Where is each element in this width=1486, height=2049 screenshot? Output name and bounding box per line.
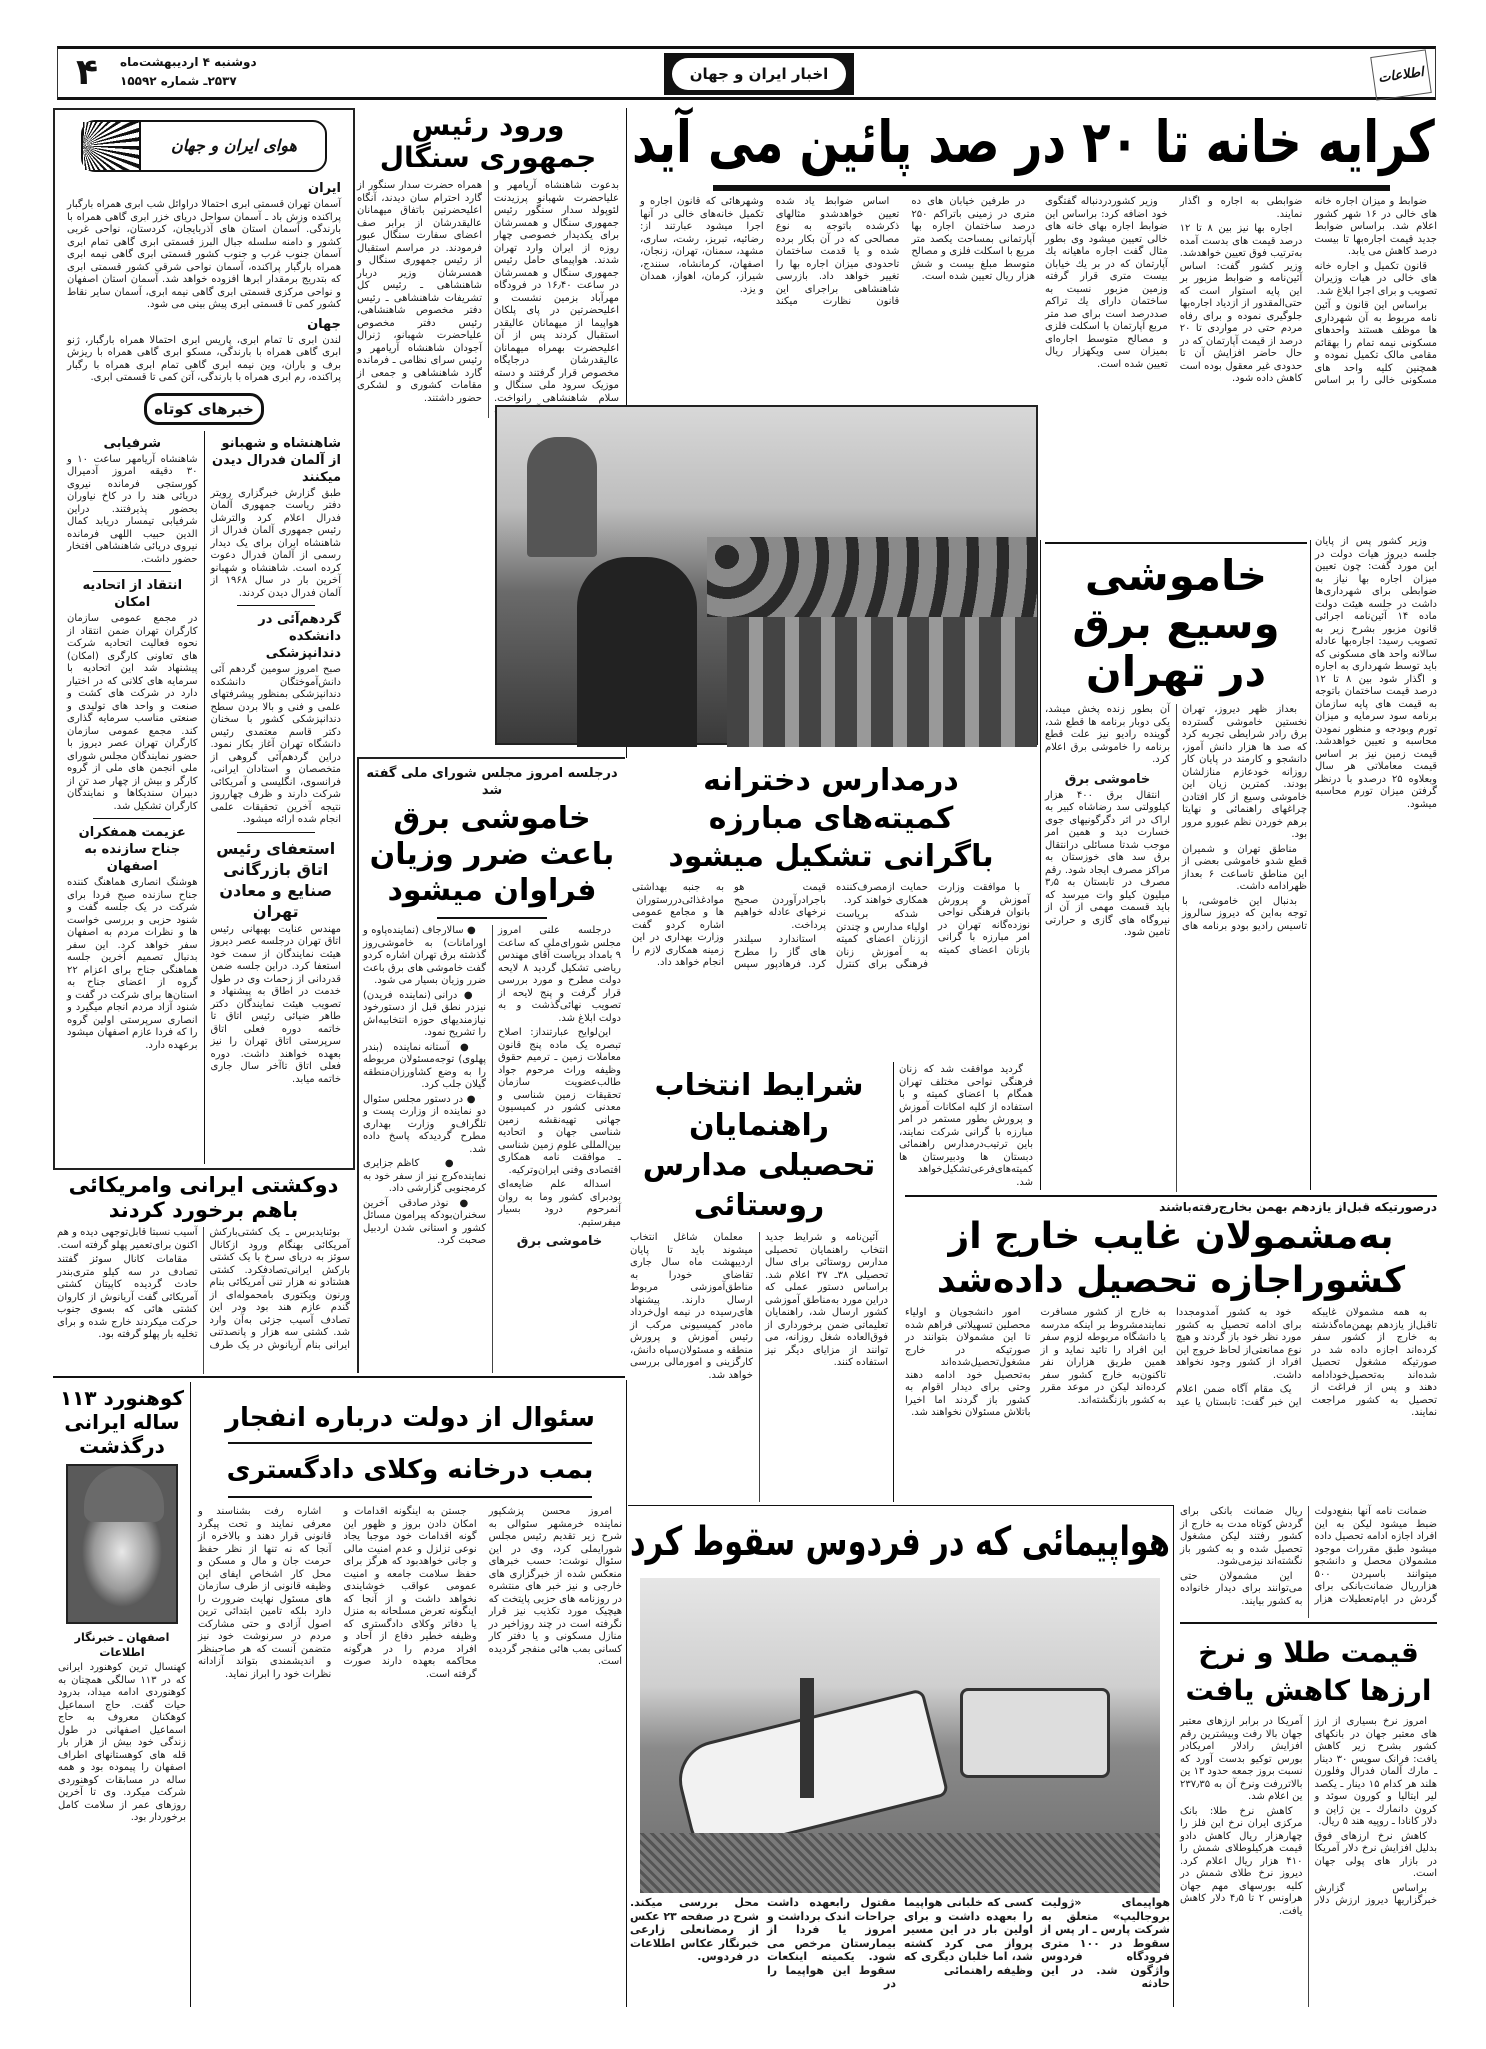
parliament-article [357,757,625,1373]
parliament-headline: خاموشی برق باعث ضرر وزیان فراوان میشود [369,801,615,908]
paragraph: ضمانت نامه آنها بنفع‌دولت ضبط میشود لیکن به این افراد اجازه ادامه تحصیل داده میشود طبق مقررات موجود مشمولان محصل و دانشجو میتوانند باسپردن ۵۰۰ هزارریال ضمانت‌بانکی برای گردش در ایام‌تعطیلات هزار ریال ضمانت بانکی برای گردش کوتاه مدت به خارج از کشور رفتند لیکن مشغول تحصیل شده و به کشور باز نگشته‌اند نیزمی‌شود. [1180,1506,1437,1605]
headline-rule [228,1442,592,1444]
weather-world-heading: جهان [307,316,341,332]
left-news-box [53,108,355,1170]
headline-rule [228,1496,592,1498]
sun-icon [83,122,141,170]
section-title: اخبار ایران و جهان [672,58,846,90]
logo-text: اطلاعات [1377,64,1425,86]
paragraph: بعداز ظهر دیروز، تهران نخستین خاموشی گسترده برق رادر شرایطی تجربه کرد که صد ها هزار دانش آموز، دانشجو و کارمند در پایان کار روزانه خودعازم منازلشان بودند. کمترین زیان این خاموشی وسیع از کار افتادن چراغهای راهنمائی و نهایتا برهم خوردن نظم عبورو مرور بود. [1182,704,1307,840]
paragraph: براساس این قانون و آئین نامه مربوط به آن شهرداری ها موظف هستند واحدهای مسکونی نیمه تمام را بهقائم مقامی مالک تکمیل نموده و همچنین کلیه واحد های مسکونی خالی را بر اساس ضوابطی به اجاره و اگذار نمایند. [1179,196,1437,386]
paragraph: قانون تکمیل و اجاره خانه های خالی در هیات وزیران تصویب و برای اجرا ابلاغ شد. [1314,260,1437,297]
paragraph: گردید موافقت شد که زنان فرهنگی نواحی مختلف تهران همگام با اعضای کمیته و با استفاده از کلیه امکانات آموزش و پرورش بطور مستمر در امر مبارزه با گرانی شرکت نمایند، باین ترتیب‌درمدارس راهنمائی دبستان ها ودبیرستان ها کمیته‌های‌فرعی‌تشکیل‌خواهد شد. [899,1064,1033,1188]
conscripts-text [905,1307,1437,1501]
parliament-text [363,925,621,1373]
rural-article [630,1066,888,1502]
section-rule [53,1376,625,1378]
rent-text-block-right [1045,196,1437,530]
ships-article [57,1173,350,1374]
bullet-item: ● کاظم جزایری نماینده‌کرج نیز از سفر خود به کرمجنوبی گزارشی داد. [363,1158,486,1194]
mountaineer-portrait-photo [66,1464,178,1624]
paragraph: درجلسه علنی امروز مجلس شورای‌ملی که ساعت ۹ بامداد بریاست آقای مهندس ریاضی تشکیل گردید ۸ لایحه دولت مطرح و مورد بررسی قرار گرفت و پنج لایحه از تصویب نهائی‌گذشت و به دولت ابلاغ شد. [498,925,622,1024]
paragraph: مقامات کانال سوئز گفتند تصادف در سه کیلو متری‌بندر حادث گردیده کاپیتان کشتی آمریکائی گفت آریانوش از کاروان کشتی هائی که بسوی جنوب حرکت میکردند خارج شده و برای تخلیه بار پهلو گرفته بود. [57,1254,198,1340]
weather-iran-heading: ایران [308,181,341,196]
short-news-headline: گردهم‌آئی در دانشکده دندانپزشکی [258,612,341,661]
short-news-headline: عزیمت همفکران جناح سازنده به اصفهان [78,825,186,874]
caption-segment: محل بررسی میکند. شرح در صفحه ۲۳ عکس از رمضانعلی زارعی خبرنگار عکاس اطلاعات در فردوس. [630,1896,759,1963]
masthead [57,46,1436,100]
girls-schools-text [632,882,1030,1060]
senegal-text: بدعوت شاهنشاه آریامهر و علیاحضرت شهبانو پرزیدنت لئوپولد سدار سنگور رئیس جمهوری سنگال و همسرشان برای یکدیدار خصوصی چهار روزه از ایران وارد تهران شدند. هواپیمای حامل رئیس جمهوری سنگال و همسرشان در ساعت ۱۶٫۴۰ در فرودگاه مهرآباد بزمین نشست و اعلیحضرتین در پای پلکان هواپیما از میهمانان عالیقدر استقبال کردند پس از آن اعلیحضرت بهمراه میهمانان عالیقدرشان درجایگاه مخصوص قرار گرفتند و دسته موزیک سرود ملی سنگال و سلام شاهنشاهی رانواخت. همراه حضرت سدار سنگور از گارد احترام سان دیدند، آنگاه اعلیحضرتین باتفاق میهمانان عالیقدرشان از برابر صف اعضای سفارت سنگال عبور فرمودند. در مراسم استقبال از رئیس جمهوری سنگال و همسرشان وزیر دربار شاهنشاهی ـ رئیس کل تشریفات شاهنشاهی ـ رئیس دفتر مخصوص شاهنشاهی، رئیس دفتر مخصوص علیاحضرت شهبانو، ژنرال آجودان شاهنشاه آریامهر و رئیس سرای نظامی ـ فرمانده گارد شاهنشاهی و جمعی از مقامات کشوری و لشکری حضور داشتند. [357,180,619,404]
paragraph: کاهش نرخ ارزهای فوق بدلیل افزایش نرخ دلار آمریکا در بازار های پولی جهان است. [1314,1830,1437,1879]
paragraph: اجاره بها نیز بین ۸ تا ۱۲ درصد قیمت های بدست آمده به‌ترتیب فوق تعیین خواهدشد. وزیر کشور گفت: اساس آئین‌نامه و ضوابط مزبور بر این پایه استوار است که حتی‌المقدور از ازدیاد اجاره‌بها جلوگیری نموده و برای رفاه مردم حتی در مواردی تا ۲۰ درصد از قیمت آپارتمان که در حال حاضر افزایش آن تا حدودی غیر معقول بوده است کاهش داده شود. [1179,223,1303,384]
section-rule [905,1195,1437,1197]
paragraph: معلمان شاغل انتخاب میشوند باید تا پایان اردیبهشت ماه سال جاری تقاضای خودرا به مناطق‌آموزشی مربوط ارسال دارند. پیشنهاد های‌رسیده در نیمه اول‌خرداد ماه‌در کمیسیونی مرکب از رئیس آموزش و پرورش منطقه و مسئولان‌سپاه دانش، کارگزینی و امورمالی بررسی خواهد شد. [630,1232,753,1381]
weather-text [67,176,341,385]
column-divider [1173,1505,1174,2007]
parliament-subheading: خاموشی برق [516,1234,603,1249]
paragraph: ضوابط و میزان اجاره خانه های خالی در ۱۶ شهر کشور اعلام شد. براساس ضوابط جدید قیمت اجاره‌بها تا بیست درصد کاهش می یابد. [1314,196,1437,257]
gold-article [1180,1622,1437,2007]
conscripts-kicker: درصورتیکه قبل‌از یازدهم بهمن بخارج‌رفته‌باشند [1159,1200,1437,1214]
blackout-subheading: خاموشی برق [1064,771,1151,787]
column-divider [893,1062,894,1502]
girls-schools-text-continued [899,1064,1033,1192]
rent-text-block-left [640,196,1035,400]
mountaineer-headline: کوهنورد ۱۱۳ ساله ایرانی درگذشت [59,1386,185,1458]
mountaineer-text: کهنسال ترین کوهنورد ایرانی که در ۱۱۳ سالگی همچنان به کوهنوردی ادامه میداد، بدرود حیات گفت. حاج اسماعیل کوهکنان معروف به حاج اسماعیل اصفهانی در طول زندگی خود بیش از هزار بار قله های کوهستانهای اطراف اصفهان را پیموده بود و همه ساله در مسابقات کوهنوردی شرکت میکرد. وی تا آخرین روزهای عمر از سلامت کامل برخوردار بود. [58,1662,186,1823]
issue-line: ۲۵۳۷ـ شماره ۱۵۵۹۲ [120,74,237,88]
caption-segment: هواپیمای «ژولیت بروجالیپ» متعلق به شرکت پارس ـ ار پس از سقوط در ۱۰۰ متری فرودگاه فردوس واژگون شد. در این حادثه [1041,1896,1170,1990]
meeting-photo [495,405,1038,745]
short-news-columns [67,431,341,1165]
column-divider [1040,540,1041,1190]
paragraph: شدکه بریاست اولیاء مدارس و چندتن اززنان اعضای کمیته به آموزش زنان فرهنگی برای کنترل قیمت هو باجرادرآوردن صحیح نرخهای عادله خواهیم پرداخت. [734,882,928,970]
blackout-headline: خاموشی وسیع برق در تهران [1072,551,1280,696]
paragraph: مناطق تهران و شمیران قطع شدو خاموشی بعضی از این مناطق تاساعت ۶ بعداز ظهرادامه داشت. [1182,843,1307,892]
bomb-headline-2-line [198,1446,622,1494]
section-rule [628,1505,1173,1506]
paragraph: وزیر کشوردردنباله گفتگوی خود اضافه کرد: براساس این ضوابط اجاره بهای خانه های خالی تعیین میشود وی بطور مثال گفت اجاره ماهیانه یك آپارتمان که در بر یك خیابان بیست متری قرار گرفته وزمین مزبور نسبت به ساختمان دارای یك تراکم صددرصد است برای صد متر مربع آپارتمان با اسکلت فلزی و مصالح متوسط اجاره‌ای بمیزان سی ویکهزار ریال تعیین شده است. [1045,196,1168,370]
paragraph: در طرفین خیابان های ده متری در زمینی باتراکم ۲۵۰ درصد ساختمان اجاره بها آپارتمانی بمساحت یکصد متر مربع با اسکلت فلزی و مصالح متوسط مبلغ بیست و شش هزار ریال تعیین شده است. [911,196,1035,282]
paragraph: این‌لوایح عبارتنداز: اصلاح تبصره یک ماده پنج قانون معاملات زمین ـ ترمیم حقوق وظیفه وراث مرحوم جواد طالب‌عضویت سازمان تحقیقات زمین شناسی و معدنی کشور در کمیسیون جهانی تهیه‌نقشه زمین شناسی جهان و اتحادیه بین‌المللی علوم زمین شناسی ـ موافقت نامه همکاری اقتصادی وفنی ایران‌وترکیه. [498,1027,621,1176]
rent-headline-line [632,106,1435,180]
short-news-title-box: خبرهای کوتاه [144,393,264,425]
bomb-headline-1-line [198,1396,622,1440]
weather-title-box [81,120,327,172]
rent-headline: کرایه خانه تا ۲۰ در صد پائین می آید [632,108,1435,176]
bullet-item: ● درانی (نماینده فریدن) نیزدر نطق قبل از دستورخود نیازمندیهای حوزه انتخابیه‌اش را تشریح نمود. [363,989,486,1038]
rent-text-continued [1315,536,1437,1191]
bomb-article [198,1396,622,2007]
weather-title: هوای ایران و جهان [171,136,297,155]
bullet-item: ● سالارجاف (نماینده‌پاوه و اورامانات) به خاموشی‌روز گذشته برق تهران اشاره کردو گفت خاموشی های برق باعث ضرر وزیان بسیار می شود. [363,925,486,986]
column-divider [190,1382,191,2007]
bullet-item: ● نوذر صادقی آخرین سخنران‌بودکه پیرامون مسائل کشور و استانی شدن اردبیل صحبت کرد. [363,1197,486,1246]
divider [93,818,171,819]
paragraph: امور دانشجویان و اولیاء محصلین تسهیلاتی فراهم شده تا این مشمولان بتوانند در صورتیکه در خارج مشغول‌تحصیل‌شده‌اند به‌تحصیل خود ادامه دهند وحتی برای دیدار اقوام به کشور باز گردند اما اخیرا باتلاش مسئولان نخواهند شد. [905,1307,1031,1418]
paragraph: امروز نرخ بسیاری از ارز های معتبر جهان در بانکهای کشور بشرح زیر کاهش یافت: فرانک سویس ۳۰ دینار ـ مارك آلمان فدرال وفلورن هلند هر کدام ۱۵ دینار ـ یکصد لیر ایتالیا و کورون سوئد و کرون دانمارك ـ ین ژاپن و دلار کانادا ـ روپیه هند ۵ ریال. [1314,1716,1437,1827]
paragraph: یک مقام آگاه ضمن اعلام این خبر گفت: تابستان یا عید به خارج از کشور مسافرت نمایندمشروط بر اینکه مدرسه یا دانشگاه مربوطه لزوم سفر این افراد را تائید نماید و از همین طریق هزاران نفر تاکنون‌به خارج کشور سفر کرده‌اند لیکن در موعد مقرر به کشور بازنگشته‌اند. [1040,1307,1302,1408]
paragraph: اسداله علم ضایعه‌ای بودبرای کشور وما به روان آنمرحوم درود بسیار میفرستیم. [498,1179,621,1228]
divider [237,832,315,833]
paragraph: کاهش نرخ طلا: بانک مرکزی ایران نرخ این فلز را چهارهزار ریال کاهش دادو قیمت هرکیلوطلای شمش را ۴۱۰ هزار ریال اعلام کرد. دیروز نرخ طلای شمش در کلیه بورسهای مهم جهان هراونس ۲ تا ۴٫۵ دلار کاهش یافت. [1180,1805,1303,1917]
divider [437,917,547,919]
parliament-kicker: درجلسه امروز مجلس شورای ملی گفته شد [366,766,618,798]
short-news-headline: شرفیابی [103,435,162,451]
blackout-text [1045,704,1307,1192]
paragraph: بدنبال این خاموشی، با توجه به‌این که دیروز سالروز تاسیس رادیو بودو برنامه های آن بطور زنده پخش میشد، یکی دوبار برنامه ها قطع شد، گوینده رادیو نیز علت قطع برنامه را خاموشی برق اعلام کرد. [1045,704,1307,932]
ships-text [57,1227,350,1374]
weather-world-text: لندن ابری تا تمام ابری، پاریس ابری احتمالا همراه بارگبار، ژنو ابری گاهی همراه با بارندگی، مسکو ابری گاهی همراه با ریزش برف و باران، وین نیمه ابری گاهی تمام ابری همراه با رگبار پراکنده، رم ابری همراه با بارندگی، آتن کمی تا قسمتی ابری. [67,334,341,383]
bomb-headline-1: سئوال از دولت درباره انفجار [225,1403,595,1433]
plane-crash-photo [640,1578,1160,1888]
plane-headline: هواپیمائی که در فردوس سقوط کرد [629,1519,1170,1565]
gold-text [1180,1716,1437,2007]
short-news-text: طبق گزارش خبرگزاری رویتر دفتر ریاست جمهوری آلمان فدرال اعلام کرد والترشل رئیس جمهوری آلمان فدرال از شاهنشاه ایران برای یک دیدار رسمی از آلمان فدرال دعوت کرده است. شاهنشاه و شهبانو آخرین بار در سال ۱۹۶۸ از آلمان فدرال دیدن کردند. [210,487,341,599]
short-news-text: صبح امروز سومین گردهم آئی دانش‌آموختگان دانشکده دندانپزشکی بمنظور پیشرفتهای علمی و فنی و بالا بردن سطح دندانپزشکی کشور با سخنان دکتر قاسم معتمدی رئیس دانشگاه تهران آغاز بکار نمود. دراین گردهم‌آئی گروهی از متخصصان و استادان ایرانی، فرانسوی، انگلیسی و آمریکائی شرکت دارند و ظرف چهارروز نتیجه آخرین تحقیقات علمی انجام شده ارائه میشود. [210,664,341,825]
short-news-text: مهندس عنایت بهبهانی رئیس اتاق تهران درجلسه عصر دیروز هیئت نمایندگان از سمت خود استعفا کرد. دراین جلسه ضمن قدردانی از زحمات وی در طول خدمت در اطاق به پیشنهاد و تصویب هیئت نمایندگان دکتر طاهر ضیائی رئیس اتاق تا خاتمه دوره فعلی اتاق سرپرستی اتاق تهران را نیز بعهده خواهند داشت. دوره فعلی اتاق تاآخر سال جاری خاتمه میابد. [210,923,341,1085]
divider [93,571,171,572]
column-divider [626,1380,627,2007]
caption-segment: مقتول رابعهده داشت جراحات اندک برداشت و امروز یا فردا از بیمارستان مرخص می شود. یکمیته اینکعات سقوط این هواپیما را در [767,1896,896,1990]
page-number: ۴ [76,52,98,93]
girls-schools-article [632,762,1030,1060]
paragraph: براساس گزارش خبرگزاریها دیروز ارزش دلار آمریکا در برابر ارزهای معتبر جهان بالا رفت وبیشترین رقم افزایش رادلار امریکادر بورس توکیو بدست آورد که نسبت بروز جمعه حدود ۱۳ ین بالاتررفت ونرخ آن به ۲۳۷٫۳۵ ین اعلام شد. [1180,1716,1437,1906]
bullet-item: ● در دستور مجلس سئوال دو نماینده از وزارت پست و تلگراف‌و وزارت بهداری مطرح گردیدکه پاسخ داده شد. [363,1093,486,1155]
mountaineer-caption: اصفهان ـ خبرنگار اطلاعات [74,1631,170,1659]
senegal-headline: ورود رئیس جمهوری سنگال [379,109,597,174]
headline-bar [713,185,1390,191]
short-news-text: شاهنشاه آریامهر ساعت ۱۰ و ۳۰ دقیقه امروز آدمیرال کورستجی فرمانده نیروی دریائی هند را در کاخ نیاوران بحضور پذیرفتند. دراین شرفیابی تیمسار دریابد کمال الدین حبیب اللهی فرمانده نیروی دریائی شاهنشاهی افتخار حضور داشت. [67,453,198,565]
paragraph: وزیر کشور پس از پایان جلسه دیروز هیات دولت در این مورد گفت: چون تعیین میزان اجاره بها نیاز به ضوابطی برای شهرداری‌ها داشت در جلسه هیئت دولت ماده ۱۴ آئین‌نامه اجرائی قانون مزبور بشرح زیر به تصویب رسید: اجاره‌بها عادله سالانه واحد های مسکونی که باید توسط شهرداری به اجاره و اگذار شود بین ۸ تا ۱۲ درصد قیمت ساختمان باتوجه به قیمت های پایه سازمان برنامه سود سرمایه و میزان تورم وبودجه و منظور نمودن محاسبه و تعیین خواهدشد. قیمت زمین نیز بر اساس قیمت معاملاتی هر سال وبعلاوه ۲۵ درصدو با درنظر گرفتن میزان تورم محاسبه میشود. [1315,536,1437,810]
paragraph: بوئنایدبرس ـ یک کشتی‌بارکش آمریکائی بهنگام ورود ازکانال سوئز به دریای سرخ با یک کشتی بارکش ایرانی‌تصادفکرد. کشتی هشتادو نه هزار تنی آمریکائی بنام ورنون ویکتوری بامحموله‌ای از گندم عازم هند بود ودر این تصادف آسیب جزئی به‌آن وارد شد. کشتی سه هزار و پانصدتنی ایرانی بنام آریانوش در یک طرف آسیب نسبتا قابل‌توجهی دیده و هم اکنون برای‌تعمیر پهلو گرفته است. [57,1227,350,1351]
column-divider [1310,540,1311,1190]
plane-captions [630,1896,1170,1991]
bomb-headline-2: بمب درخانه وکلای دادگستری [226,1455,594,1485]
paragraph: امروز محسن پزشکپور نماینده خرمشهر سئوالی به شرح زیر تقدیم رئیس مجلس شورایملی کرد، وی در این سئوال نوشت: حسب خبرهای منعکس شده از خبرگزاری های خارجی و نیز خبر های منتشره در روزنامه های حزبی پایتخت که هیچیک مورد تکذیب نیز قرار نگرفته است در چند روزاخیر در منازل مسکونی و یا دفتر کار کسانی بمب هائی منفجر گردیده است. [488,1506,622,1667]
rural-text [630,1232,888,1502]
section-title-badge [664,53,854,95]
short-news-left-column [67,431,204,1165]
caption-segment: کسی که خلبانی هواپیما را بعهده داشت و برای اولین بار در این مسیر پرواز می کرد کشته شد، اما خلبان دیگری که وظیفه راهنمائی [904,1896,1033,1977]
short-news-text: در مجمع عمومی سازمان کارگران تهران ضمن انتقاد از نحوه فعالیت اتحادیه شرکت های تعاونی کارگری (امکان) پیشنهاد شد این اتحادیه با سرمایه های کلانی که در اختیار دارد در شرکت های کشت و صنعت و واحد های تولیدی و صنعتی مناسب سرمایه گذاری کند. مجمع عمومی سازمان کارگران تهران عصر دیروز با حضور نمایندگان مجلس شورای ملی انجمن های ملی از گروه کارگر و بیش از چهار صد تن از دبیران سندیکاها و نمایندگان کارگران تشکیل شد. [67,613,198,812]
mountaineer-article [58,1386,186,2006]
ships-headline: دوکشتی ایرانی وامریکائی باهم برخورد کردند [68,1173,339,1222]
short-news-right-column [204,431,342,1165]
conscripts-article [900,1195,1437,1501]
paragraph: این مشمولان حتی می‌توانند برای دیدار خانواده به کشور بیایند. [1180,1570,1303,1607]
short-news-text: هوشنگ انصاری هماهنگ کننده جناح سازنده صبح فردا برای شرکت در یک جلسه گفت و شنود حزبی و بررسی خواست ها و نظرات مردم به اصفهان سفر خواهد کرد. این سفر بدنبال تصمیم آخرین جلسه هماهنگی جناح برای اعزام ۲۲ گروه از اعضای جناح به استان‌ها برای شرکت در گفت و شنود آزاد مردم انجام میگیرد و انصاری سرپرستی اولین گروه را که فردا عازم اصفهان میشود برعهده دارد. [67,877,198,1051]
weather-iran-text: آسمان تهران قسمتی ابری احتمالا دراوائل شب ابری همراه بارگبار پراکنده وزش باد ـ آسمان سواحل دریای خزر ابری گاهی همراه با بارندگی. آسمان استان های آذربایجان، کردستان، نواحی غربی کشور و دامنه سلسله جبال البرز قسمتی ابری گاهی تمام ابری آسمان جنوب غرب و جنوب کشور قسمتی ابری گاهی نیمه ابری همراه بارگبار پراکنده، آسمان نواحی شرقی کشور قسمتی ابری که بتدریج برمقدار ابرها افزوده خواهد شد. آسمان استان اصفهان و نواحی مرکزی قسمتی ابری گاهی نیمه ابری، آسمان سایر نقاط کشور کمی تا قسمتی ابری پیش بینی می شود. [67,199,341,310]
paragraph: با موافقت وزارت آموزش و پرورش بانوان فرهنگی نواحی نوزده‌گانه تهران در امر مبارزه با گرانی بازنان اعضای کمیته حمایت ازمصرف‌کننده همکاری خواهند کرد. [836,882,1030,956]
short-news-headline: شاهنشاه و شهبانو از آلمان فدرال دیدن میکنند [212,435,341,485]
blackout-article [1045,542,1307,1192]
date-line-1: دوشنبه ۴ اردیبهشت‌ماه [120,55,257,69]
short-news-headline: انتقاد از اتحادیه امکان [82,578,183,610]
conscripts-text-continued [1180,1506,1437,1618]
paragraph: جستن به اینگونه اقدامات و امکان دادن بروز و ظهور این گونه اقدامات خود موجبا یجاد نوعی تزلزل و عدم امنیت مالی و جانی خواهدبود که هرگز برای حفظ سلامت جامعه و امنیت عمومی عواقب خوشایندی نخواهد داشت و از آنجا که اینگونه تعرض مسلحانه به منزل یا دفاتر وکلای دادگستری که وظیفه خطیر دفاع از آحاد و افراد مردم را در هرگونه محاکمه بعهده دارند صورت گرفته است. [343,1506,477,1680]
girls-schools-headline: درمدارس دخترانه کمیته‌های مبارزه باگرانی تشکیل میشود [668,763,994,874]
senegal-article [357,108,619,402]
gold-headline: قیمت طلا و نرخ ارزها کاهش یافت [1185,1636,1432,1707]
newspaper-logo [1370,49,1432,100]
divider [237,605,315,606]
paragraph: اساس ضوابط یاد شده تعیین خواهدشدو مثالهای ذکرشده باتوجه به نوع مصالحی که در آن بکار برده شده و یا قدمت ساختمان تاحدودی میزان اجاره بها را تغییر خواهد داد. بازرسی شاهنشاهی براجرای این قانون نظارت میکند وشهرهائی که قانون اجاره و تکمیل خانه‌های خالی در آنها اجرا میشود عبارتند از: رضائیه، تبریز، رشت، ساری، مشهد، سمنان، تهران، زنجان، اصفهان، کرمانشاه، سنندج، شیراز، کرمان، اهواز، همدان و یزد. [640,196,900,307]
short-news-headline: استعفای رئیس اتاق بازرگانی صنایع و معادن تهران [216,838,336,921]
paragraph: آئین‌نامه و شرایط جدید انتخاب راهنمایان تحصیلی مدارس روستائی برای سال تحصیلی ۳۸ـ ۳۷ اعلام شد. براساس دستور عملی که دراین مورد به‌مناطق آموزشی کشور ارسال شد، راهنمایان تعلیماتی ضمن برخورداری از فوق‌العاده شغل روزانه، می توانند از مزایای دیگر نیز استفاده کنند. [765,1232,888,1368]
bomb-text [198,1506,622,2007]
paragraph: اشاره رفت بشناسند و معرفی نمایند و تحت پیگرد قانونی قرار دهند و بالاخره از آنجا که نه تنها از نظر حفظ حرمت جان و مال و مسکن و محل کار اشخاص ایفای این وظیفه قانونی از طرف سازمان های مسئول نهایت ضرورت را دارد بلکه تامین ابتدائی ترین اصول آزادی و حتی مشارکت مردم در سرنوشت خود نیز متضمن آنست که هر صاحبنظر و اندیشمندی بتواند آزادانه نظرات خود را ابراز نماید. [198,1506,332,1680]
paragraph: استاندارد سیلندر های گاز را مطرح کرد. فرهادپور سپس به جنبه بهداشتی موادغذائی‌دررستوران ها و مجامع عمومی اشاره کردو گفت وزارت بهداری در این زمینه همکاری لازم را انجام خواهد داد. [632,882,826,970]
paragraph: خود به کشور آمدومجددا برای ادامه تحصیل به کشور مورد نظر خود باز گردند و هیچ نوع ممانعتی‌از لحاظ خروج این افراد از کشور وجود نخواهد داشت. [1176,1307,1302,1381]
paragraph: انتقال برق ۴۰۰ هزار کیلوولتی سد رضاشاه کبیر به اراک در اثر دگرگونیهای جوی خسارت دید و همین امر موجب شدتا مسائلی درانتقال برق سد های خوزستان به مراکز مصرف ایجاد شود. رقم مصرف در تابستان به ۳٫۵ میلیون کیلو وات میرسد که باید قسمت مهمی از آن از نیروگاه های گازی و حرارتی تامین شود. [1045,789,1170,938]
rural-headline: شرایط انتخاب راهنمایان تحصیلی مدارس روستائی [642,1068,876,1223]
plane-headline-line [630,1510,1170,1574]
conscripts-headline: به‌مشمولان غایب خارج از کشوراجازه تحصیل داده‌شد [936,1216,1406,1301]
paragraph: به همه مشمولان غایبکه تاقبل‌از یازدهم بهمن‌ماه‌گذشته به خارج از کشور سفر کرده‌اند اجازه داده شد در صورتیکه مشغول تحصیل شده‌اند به‌تحصیل‌خودادامه دهند و پس از فراغت از تحصیل به کشور مراجعت نمایند. [1311,1307,1437,1418]
plane-article [630,1510,1170,2046]
bullet-item: ● آستانه نماینده (بندر پهلوی) توجه‌مسئولان مربوطه را به وضع کشاورزان‌منطقه گیلان جلب کرد. [363,1041,486,1090]
